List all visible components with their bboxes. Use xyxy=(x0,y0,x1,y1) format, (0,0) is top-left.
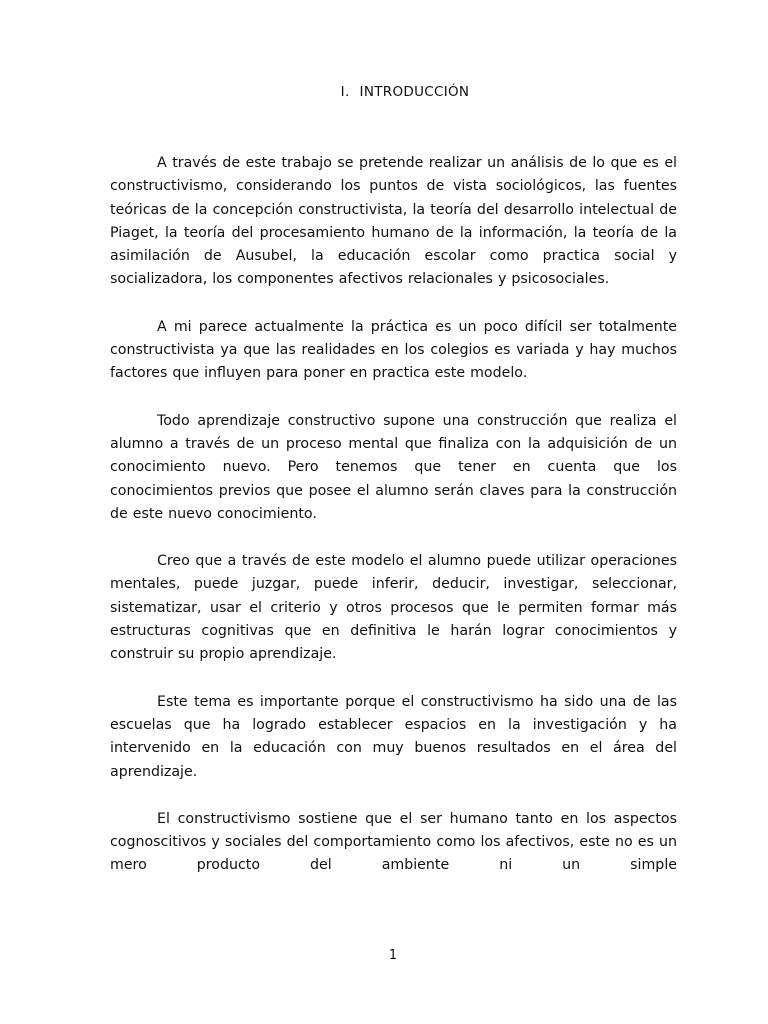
paragraph-3: Todo aprendizaje constructivo supone una construcción que realiza el alumno a través de un proceso mental que finaliza con la adquisición de un conocimiento nuevo. Pero tenemos que tener en cuenta que los conocimientos previos que posee el alumno serán claves para la construcción de este nuevo conocimiento. xyxy=(110,412,677,522)
section-heading xyxy=(0,84,768,100)
section-title: INTRODUCCIÓN xyxy=(359,84,470,100)
paragraph-6: El constructivismo sostiene que el ser humano tanto en los aspectos cognoscitivos y sociales del comportamiento como los afectivos, este no es un mero producto del ambiente ni un simple xyxy=(110,810,677,874)
body-text xyxy=(110,152,677,902)
paragraph-4: Creo que a través de este modelo el alumno puede utilizar operaciones mentales, puede juzgar, puede inferir, deducir, investigar, seleccionar, sistematizar, usar el criterio y otros procesos que le permiten formar más estructuras cognitivas que en definitiva le harán lograr conocimientos y construir su propio aprendizaje. xyxy=(110,553,677,663)
page-number: 1 xyxy=(388,948,398,963)
paragraph-5: Este tema es importante porque el constructivismo ha sido una de las escuelas que ha logrado establecer espacios en la investigación y ha intervenido en la educación con muy buenos resultados en el área del aprendizaje. xyxy=(110,693,677,780)
section-number: I. xyxy=(340,84,350,100)
paragraph-2: A mi parece actualmente la práctica es un poco difícil ser totalmente constructivista ya que las realidades en los colegios es variada y hay muchos factores que influyen para poner en practica este modelo. xyxy=(110,318,677,382)
paragraph-1: A través de este trabajo se pretende realizar un análisis de lo que es el constructivismo, considerando los puntos de vista sociológicos, las fuentes teóricas de la concepción constructivista, la teoría del desarrollo intelectual de Piaget, la teoría del procesamiento humano de la información, la teoría de la asimilación de Ausubel, la educación escolar como practica social y socializadora, los componentes afectivos relacionales y psicosociales. xyxy=(110,155,677,288)
